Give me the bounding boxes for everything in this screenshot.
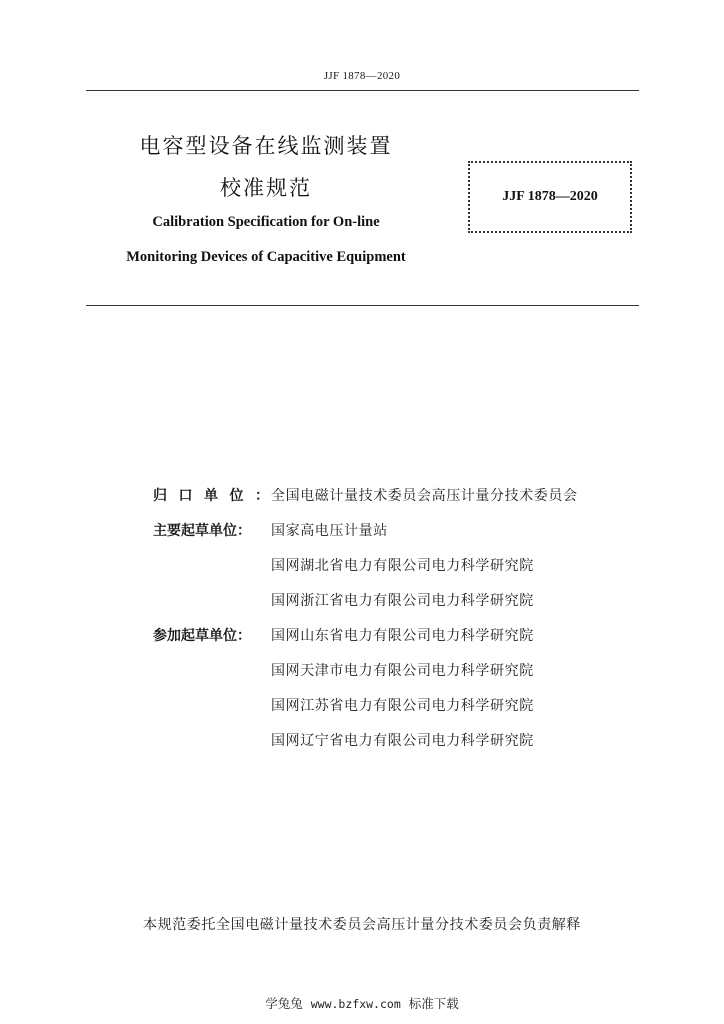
main-drafting-label: 主要起草单位：: [153, 523, 251, 539]
header-standard-code: JJF 1878—2020: [323, 70, 401, 82]
title-divider: [86, 305, 639, 306]
participating-unit: 国网辽宁省电力有限公司电力科学研究院: [271, 733, 534, 749]
header-divider: [86, 90, 639, 91]
watermark-tagline: 标准下载: [408, 996, 459, 1011]
main-drafting-unit: 国网浙江省电力有限公司电力科学研究院: [271, 593, 534, 609]
title-english-line2: Monitoring Devices of Capacitive Equipment: [126, 249, 406, 265]
watermark-site-name: 学兔兔: [265, 996, 303, 1011]
title-chinese-line2: 校准规范: [220, 176, 312, 200]
main-drafting-unit: 国家高电压计量站: [271, 523, 388, 539]
responsible-unit-label: 归口单位：: [153, 488, 281, 504]
main-drafting-unit: 国网湖北省电力有限公司电力科学研究院: [271, 558, 534, 574]
title-chinese-line1: 电容型设备在线监测装置: [139, 134, 393, 158]
standard-code-box-text: JJF 1878—2020: [502, 189, 598, 204]
title-english-line1: Calibration Specification for On-line: [152, 214, 380, 230]
download-watermark: [0, 994, 724, 1012]
interpretation-note: 本规范委托全国电磁计量技术委员会高压计量分技术委员会负责解释: [143, 917, 581, 933]
watermark-url-link[interactable]: www.bzfxw.com: [310, 997, 401, 1011]
responsible-unit-value: 全国电磁计量技术委员会高压计量分技术委员会: [271, 488, 578, 504]
participating-label: 参加起草单位：: [153, 628, 251, 644]
participating-unit: 国网江苏省电力有限公司电力科学研究院: [271, 698, 534, 714]
participating-unit: 国网天津市电力有限公司电力科学研究院: [271, 663, 534, 679]
standard-code-box: [468, 161, 632, 233]
participating-unit: 国网山东省电力有限公司电力科学研究院: [271, 628, 534, 644]
